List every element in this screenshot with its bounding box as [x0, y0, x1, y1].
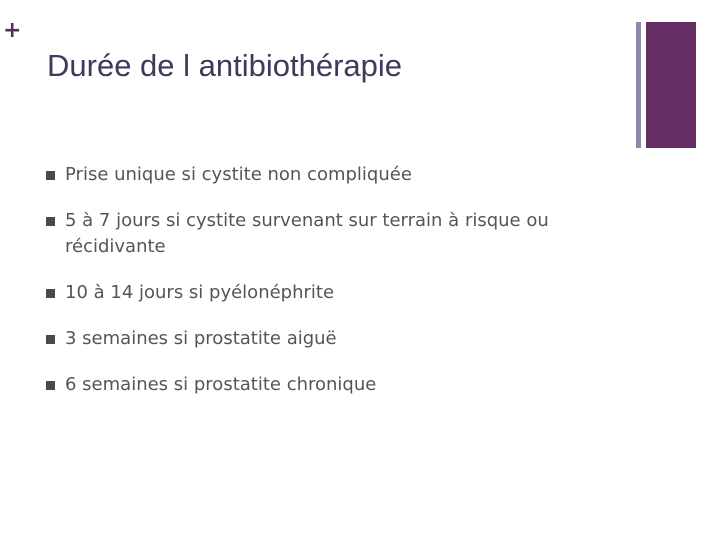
bullet-square-icon [46, 335, 55, 344]
accent-block [646, 22, 696, 148]
bullet-square-icon [46, 289, 55, 298]
list-item [45, 280, 605, 306]
plus-icon: + [3, 18, 22, 43]
accent-line [636, 22, 641, 148]
list-item [45, 162, 605, 188]
bullet-square-icon [46, 217, 55, 226]
bullet-list [45, 162, 605, 418]
list-item-text: Prise unique si cystite non compliquée [65, 164, 412, 185]
list-item [45, 372, 605, 398]
list-item-text: 3 semaines si prostatite aiguë [65, 328, 337, 349]
list-item-text: 5 à 7 jours si cystite survenant sur terrain à risque ou récidivante [65, 210, 549, 257]
slide-title: Durée de l antibiothérapie [47, 48, 403, 83]
list-item [45, 326, 605, 352]
bullet-square-icon [46, 381, 55, 390]
list-item-text: 6 semaines si prostatite chronique [65, 374, 377, 395]
list-item [45, 208, 605, 260]
list-item-text: 10 à 14 jours si pyélonéphrite [65, 282, 335, 303]
bullet-square-icon [46, 171, 55, 180]
